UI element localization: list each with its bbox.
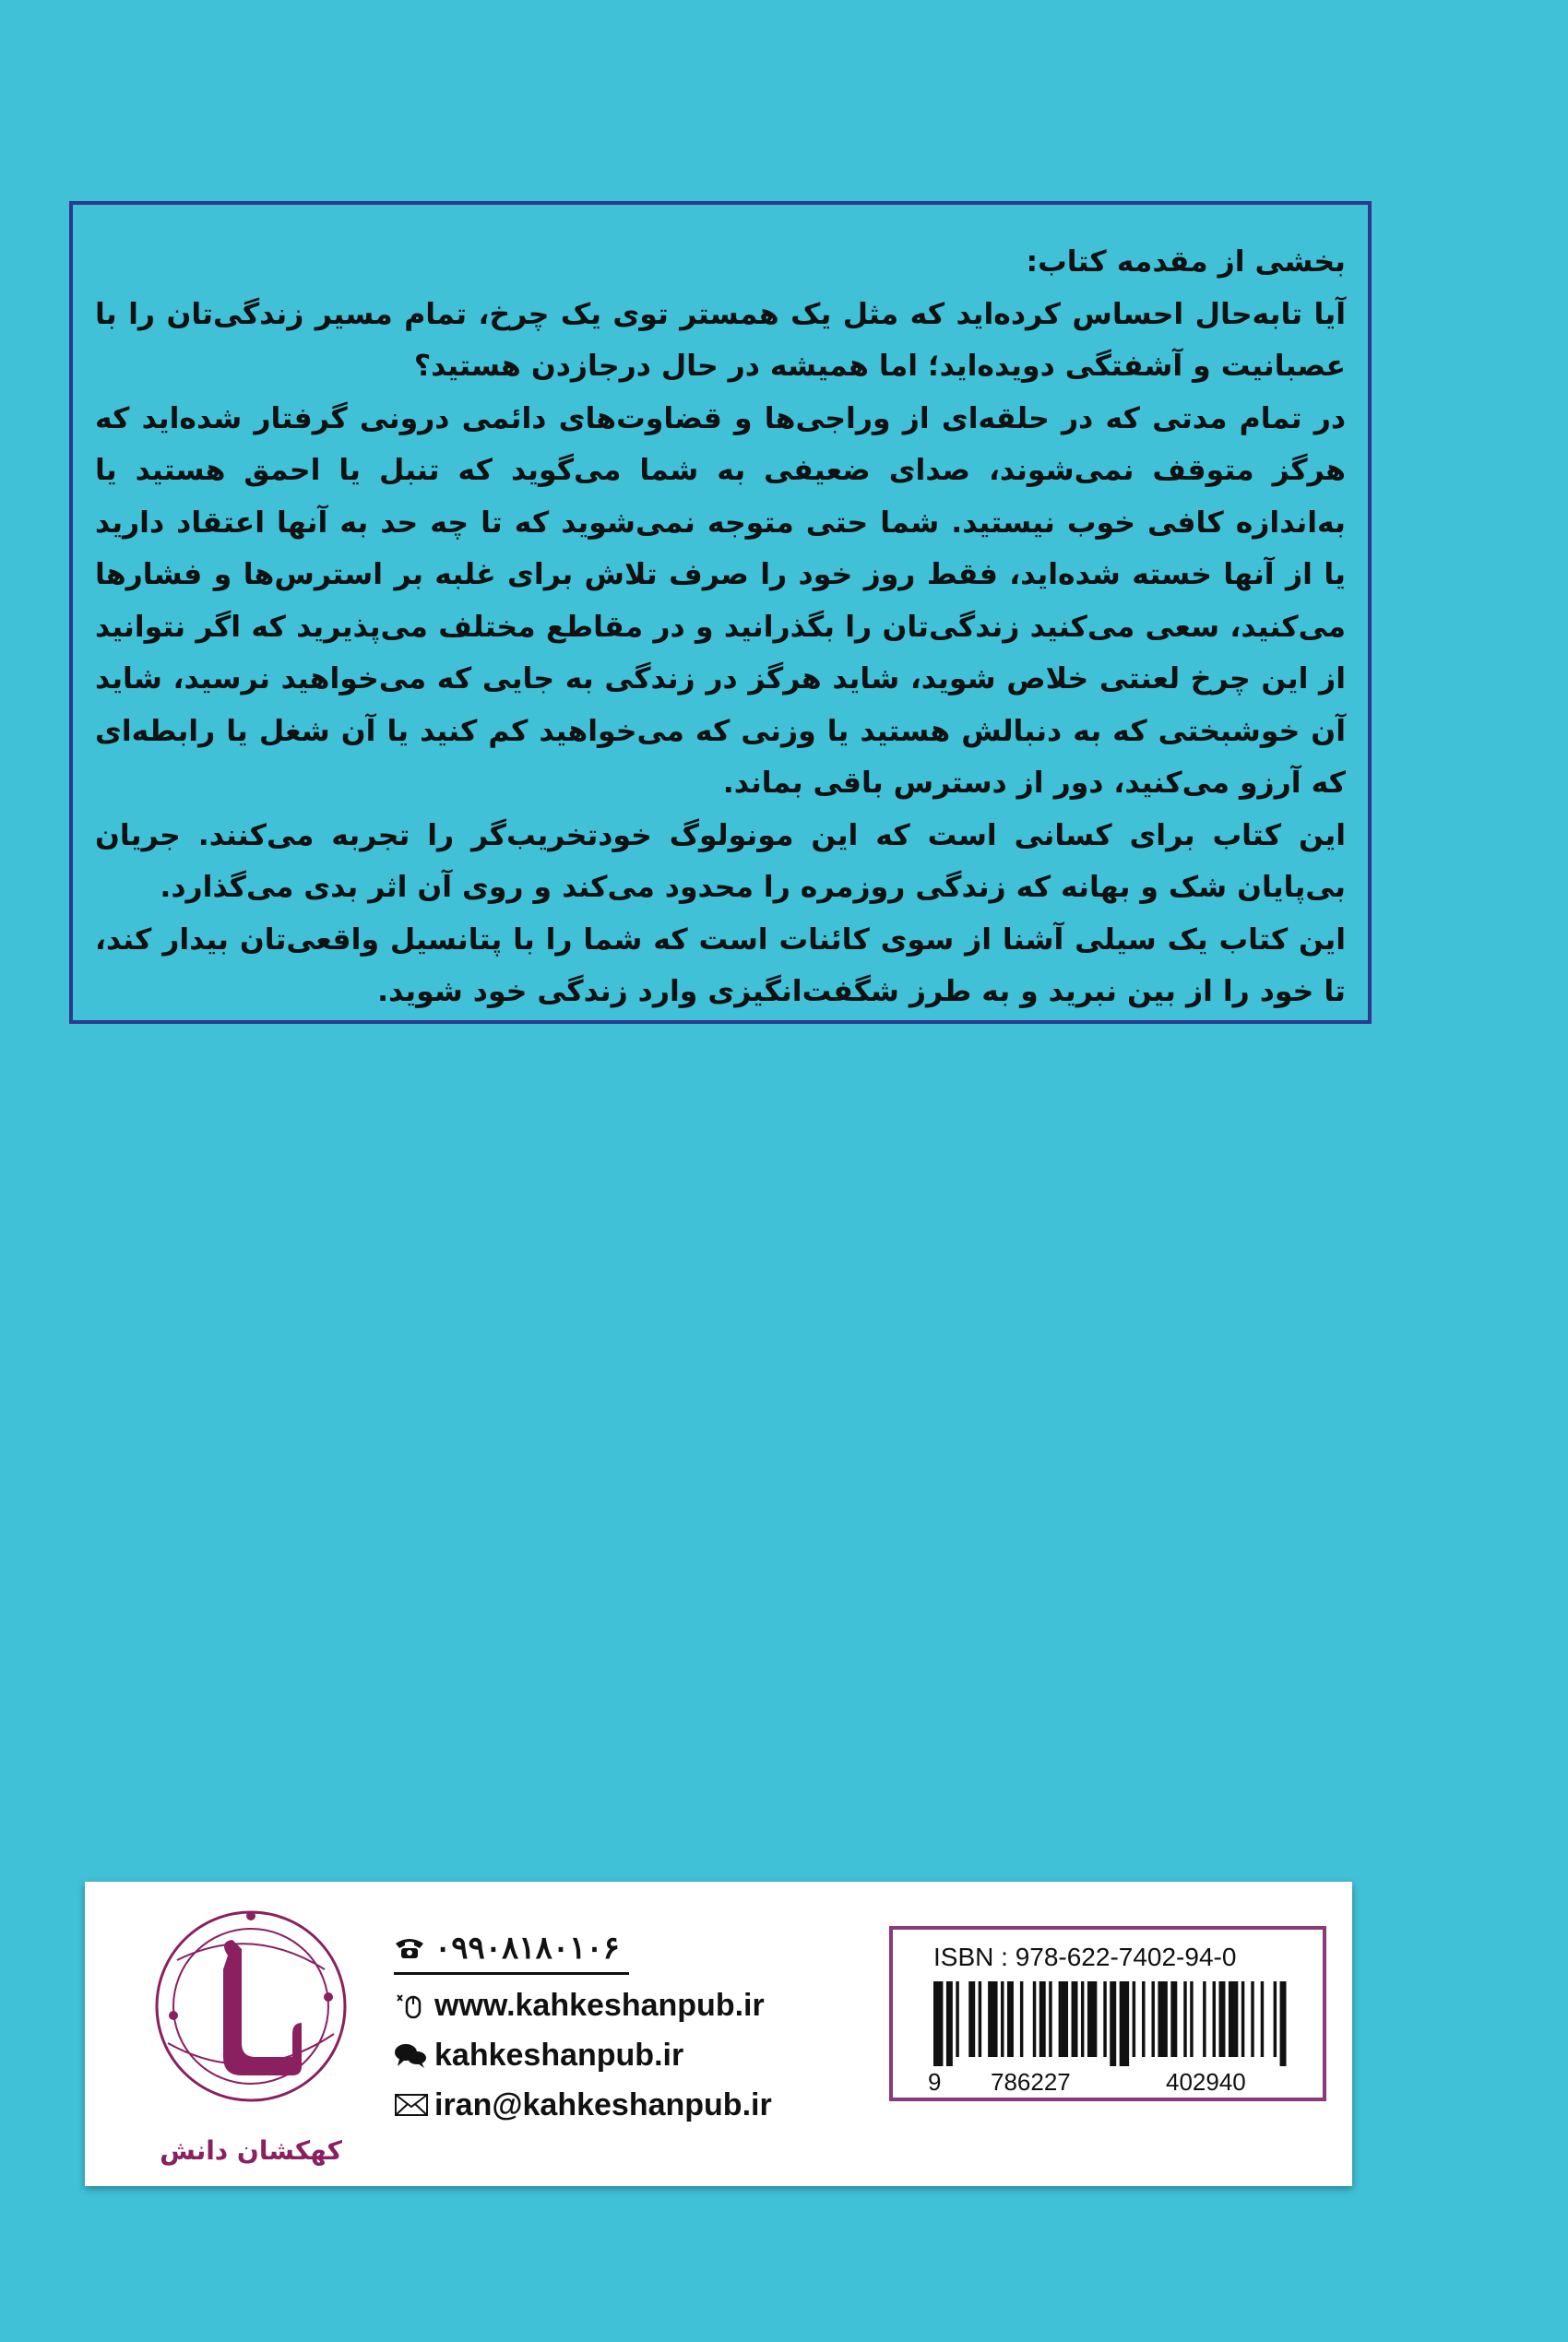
phone-number: ۰۹۹۰۸۱۸۰۱۰۶ xyxy=(434,1931,620,1966)
barcode-bar xyxy=(1049,1981,1051,2057)
barcode-bar xyxy=(1213,1981,1216,2057)
barcode-bar xyxy=(1087,1981,1097,2057)
mouse-click-icon xyxy=(394,1990,434,2021)
excerpt-heading: بخشی از مقدمه کتاب: xyxy=(1026,245,1346,279)
isbn-box xyxy=(889,1926,1326,2101)
chat-bubbles-icon xyxy=(394,2041,434,2069)
barcode-bar xyxy=(1274,1981,1277,2057)
barcode-bar xyxy=(988,1981,997,2057)
barcode-bar xyxy=(1110,1981,1116,2066)
excerpt-paragraph: این کتاب برای کسانی است که این مونولوگ خودتخریب‌گر را تجربه می‌کنند. جریان بی‌پایان شک و بهانه که زندگی روزمره را محدود می‌کند و روی آن اثر بدی می‌گذارد. xyxy=(95,818,1346,904)
barcode-bar xyxy=(1151,1981,1154,2057)
barcode-bar xyxy=(1203,1981,1206,2057)
barcode-bar xyxy=(1158,1981,1167,2057)
barcode-bar xyxy=(1120,1981,1129,2066)
barcode-bar xyxy=(1081,1981,1084,2057)
barcode-digit-group: 786227 xyxy=(991,2068,1071,2096)
barcode-bar xyxy=(1072,1981,1078,2057)
barcode-bar xyxy=(968,1981,975,2057)
excerpt-paragraph: در تمام مدتی که در حلقه‌ای از وراجی‌ها و قضاوت‌های دائمی درونی گرفتار شده‌اید که هرگز متوقف نمی‌شوند، صدای ضعیفی به شما می‌گوید که تنبل یا احمق هستید یا به‌اندازه کافی خوب نیستید. شما حتی متوجه نمی‌شوید که تا چه حد به آنها اعتقاد دارید یا از آنها خسته شده‌اید، فقط روز خود را صرف تلاش برای غلبه بر استرس‌ها و فشارها می‌کنید، سعی می‌کنید زندگی‌تان را بگذرانید و در مقاطع مختلف می‌پذیرید که اگر نتوانید از این چرخ لعنتی خلاص شوید، شاید هرگز در زندگی به جایی که می‌خواهید نرسید، شاید آن خوشبختی که به دنبالش هستید یا وزنی که می‌خواهید کم کنید یا آن شغل یا رابطه‌ای که آرزو می‌کنید، دور از دسترس باقی بماند. xyxy=(95,401,1346,800)
barcode-bar xyxy=(1241,1981,1244,2057)
excerpt-paragraph: این کتاب یک سیلی آشنا از سوی کائنات است که شما را با پتانسیل واقعی‌تان بیدار کند، تا خود را از بین نبرید و به طرز شگفت‌انگیزی وارد زندگی خود شوید. xyxy=(95,922,1346,1008)
website-link[interactable]: www.kahkeshanpub.ir xyxy=(434,1987,765,2023)
email-row xyxy=(394,2080,910,2130)
isbn-label: ISBN : 978-622-7402-94-0 xyxy=(933,1943,1237,1971)
barcode-bar xyxy=(933,1981,943,2066)
barcode-bar xyxy=(1251,1981,1253,2057)
barcode-bar xyxy=(1229,1981,1238,2057)
contact-list xyxy=(394,1924,910,2130)
barcode-bar xyxy=(979,1981,981,2057)
barcode-bar xyxy=(1033,1981,1036,2057)
book-excerpt-box xyxy=(69,201,1372,1024)
barcode-bar xyxy=(1133,1981,1135,2057)
email-address[interactable]: iran@kahkeshanpub.ir xyxy=(434,2086,772,2122)
barcode-bar xyxy=(956,1981,958,2057)
publisher-info-panel xyxy=(85,1882,1352,2186)
phone-icon xyxy=(394,1936,434,1960)
website-row xyxy=(394,1980,910,2030)
phone-row xyxy=(394,1924,629,1975)
barcode-bar xyxy=(1103,1981,1106,2057)
barcode-bar xyxy=(1261,1981,1264,2057)
barcode-bar xyxy=(1218,1981,1225,2057)
social-row xyxy=(394,2030,910,2080)
barcode-digit-group: 402940 xyxy=(1166,2068,1246,2096)
barcode-digit-group: 9 xyxy=(928,2068,942,2096)
barcode-bar xyxy=(1059,1981,1068,2057)
envelope-icon xyxy=(394,2092,434,2118)
social-handle[interactable]: kahkeshanpub.ir xyxy=(434,2037,684,2073)
barcode-bar xyxy=(1280,1981,1287,2066)
barcode-bar xyxy=(1007,1981,1014,2057)
publisher-logo-icon xyxy=(140,1905,362,2126)
publisher-logo-text: کهکشان دانش xyxy=(160,2135,342,2166)
barcode-bar xyxy=(1039,1981,1046,2057)
barcode-bar xyxy=(1001,1981,1004,2057)
barcode-bar xyxy=(1183,1981,1186,2057)
excerpt-paragraph: آیا تابه‌حال احساس کرده‌اید که مثل یک همستر توی یک چرخ، تمام مسیر زندگی‌تان را با عصبانیت و آشفتگی دویده‌اید؛ اما همیشه در حال درجازدن هستید؟ xyxy=(95,297,1346,383)
barcode-bar xyxy=(1142,1981,1145,2057)
barcode-bar xyxy=(1190,1981,1193,2057)
barcode-bar xyxy=(1170,1981,1177,2057)
barcode-graphic xyxy=(933,1981,1289,2066)
barcode-bar xyxy=(946,1981,953,2066)
publisher-logo xyxy=(140,1905,362,2172)
barcode-bar xyxy=(1020,1981,1023,2057)
